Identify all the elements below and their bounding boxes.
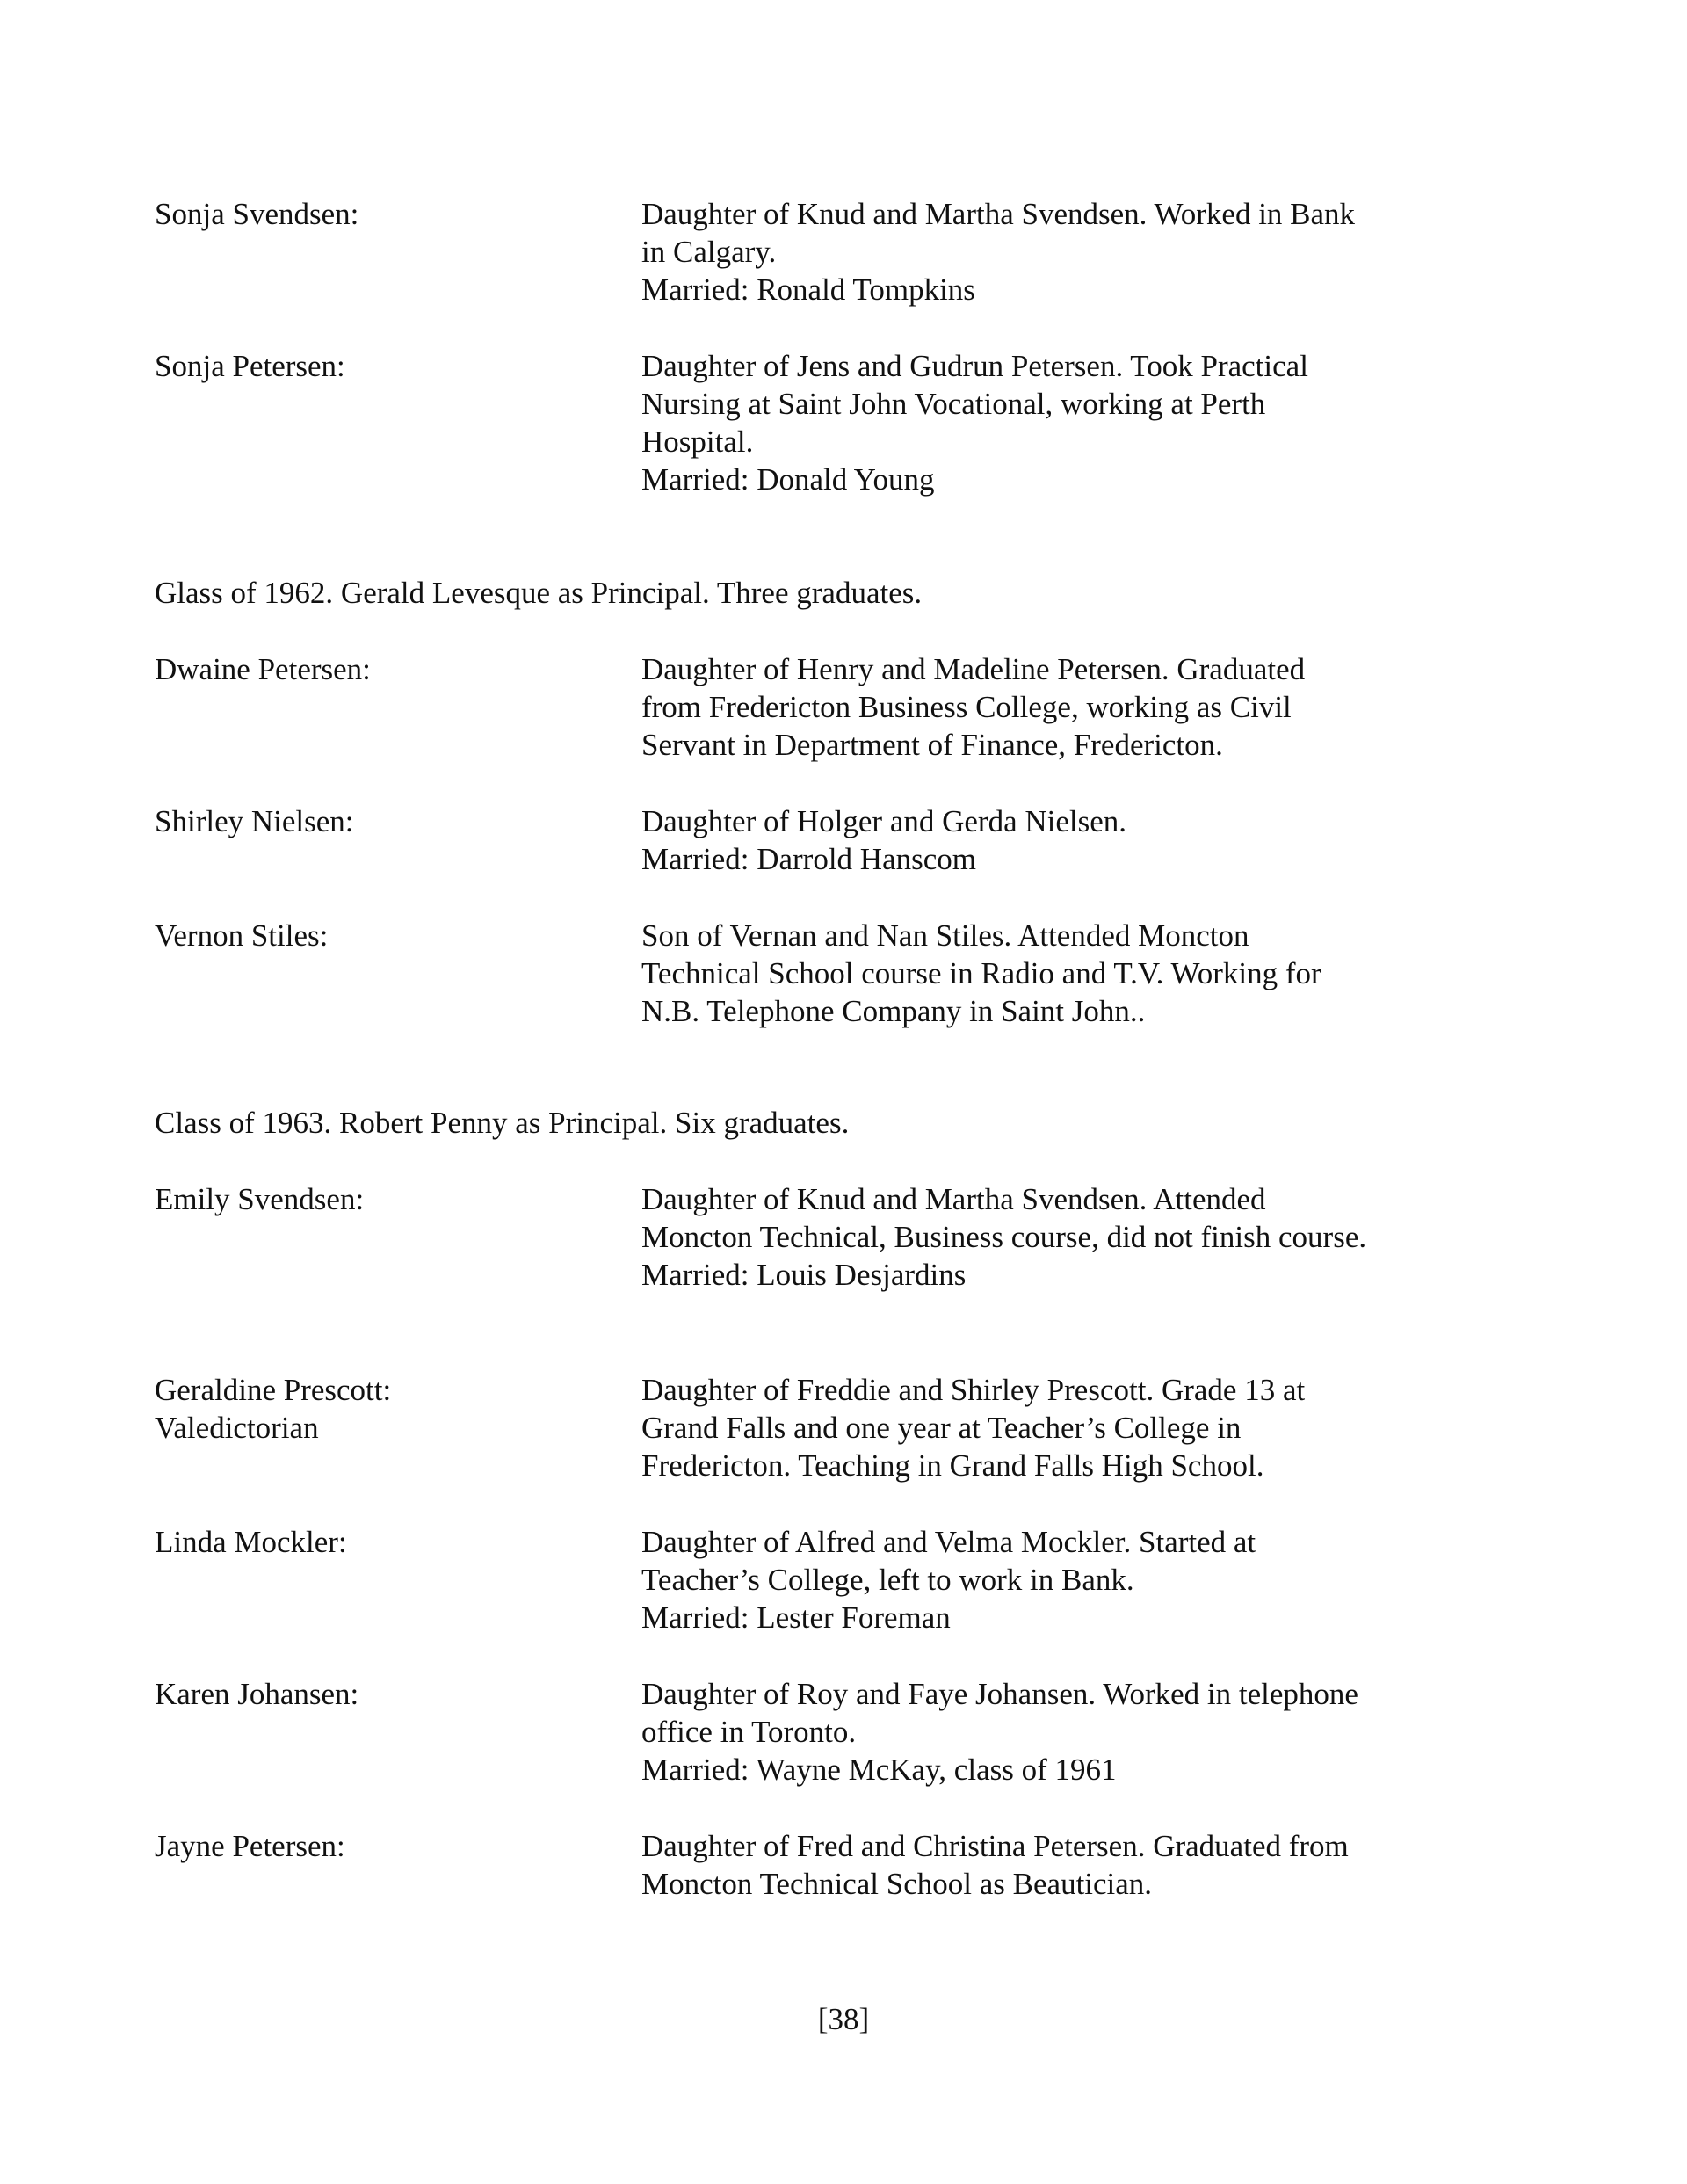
description-line: Daughter of Fred and Christina Petersen. Graduated from bbox=[641, 1829, 1349, 1863]
description-line: Married: Darrold Hanscom bbox=[641, 842, 976, 876]
description-line: Technical School course in Radio and T.V. Working for bbox=[641, 956, 1321, 990]
graduate-name bbox=[155, 1180, 612, 1218]
graduate-description bbox=[641, 1371, 1520, 1484]
page-number: [38] bbox=[817, 2002, 870, 2036]
graduate-name-line: Jayne Petersen: bbox=[155, 1829, 345, 1863]
description-line: from Fredericton Business College, working as Civil bbox=[641, 690, 1292, 724]
graduate-description bbox=[641, 1180, 1520, 1294]
description-line: Daughter of Roy and Faye Johansen. Worked in telephone bbox=[641, 1677, 1358, 1711]
description-line: Married: Lester Foreman bbox=[641, 1600, 951, 1635]
graduate-name bbox=[155, 1523, 612, 1561]
description-line: Moncton Technical School as Beautician. bbox=[641, 1867, 1153, 1901]
description-line: Daughter of Knud and Martha Svendsen. Attended bbox=[641, 1182, 1266, 1216]
graduate-description bbox=[641, 1523, 1520, 1636]
description-line: Son of Vernan and Nan Stiles. Attended Moncton bbox=[641, 918, 1249, 953]
graduate-description bbox=[641, 1827, 1520, 1903]
class-heading-1963: Class of 1963. Robert Penny as Principal. Six graduates. bbox=[155, 1106, 850, 1140]
graduate-name bbox=[155, 1675, 612, 1713]
description-line: Daughter of Holger and Gerda Nielsen. bbox=[641, 804, 1127, 838]
graduate-name-line: Vernon Stiles: bbox=[155, 918, 329, 953]
graduate-name-line: Dwaine Petersen: bbox=[155, 652, 371, 686]
description-line: Servant in Department of Finance, Fredericton. bbox=[641, 728, 1223, 762]
graduate-description bbox=[641, 347, 1520, 498]
graduate-honor: Valedictorian bbox=[155, 1411, 319, 1445]
description-line: Moncton Technical, Business course, did not finish course. bbox=[641, 1220, 1367, 1254]
description-line: Teacher’s College, left to work in Bank. bbox=[641, 1563, 1134, 1597]
graduate-name-line: Emily Svendsen: bbox=[155, 1182, 365, 1216]
description-line: Nursing at Saint John Vocational, working at Perth bbox=[641, 387, 1266, 421]
graduate-description bbox=[641, 650, 1520, 764]
graduate-description bbox=[641, 1675, 1520, 1789]
graduate-name bbox=[155, 347, 612, 385]
description-line: Married: Wayne McKay, class of 1961 bbox=[641, 1752, 1117, 1787]
graduate-name bbox=[155, 917, 612, 954]
graduate-name-line: Linda Mockler: bbox=[155, 1525, 347, 1559]
graduate-name-line: Sonja Petersen: bbox=[155, 349, 345, 383]
graduate-name-line: Sonja Svendsen: bbox=[155, 197, 359, 231]
graduate-name-line: Karen Johansen: bbox=[155, 1677, 359, 1711]
description-line: Fredericton. Teaching in Grand Falls High School. bbox=[641, 1448, 1264, 1483]
description-line: Daughter of Henry and Madeline Petersen. Graduated bbox=[641, 652, 1306, 686]
description-line: Daughter of Alfred and Velma Mockler. Started at bbox=[641, 1525, 1256, 1559]
description-line: office in Toronto. bbox=[641, 1715, 857, 1749]
description-line: Married: Louis Desjardins bbox=[641, 1258, 967, 1292]
description-line: in Calgary. bbox=[641, 235, 777, 269]
graduate-name bbox=[155, 802, 612, 840]
graduate-name bbox=[155, 195, 612, 233]
description-line: N.B. Telephone Company in Saint John.. bbox=[641, 994, 1146, 1028]
description-line: Daughter of Jens and Gudrun Petersen. Took Practical bbox=[641, 349, 1308, 383]
graduate-name-line: Shirley Nielsen: bbox=[155, 804, 354, 838]
graduate-description bbox=[641, 195, 1520, 308]
description-line: Grand Falls and one year at Teacher’s College in bbox=[641, 1411, 1242, 1445]
description-line: Hospital. bbox=[641, 424, 754, 459]
graduate-description bbox=[641, 917, 1520, 1030]
graduate-name-line: Geraldine Prescott: bbox=[155, 1373, 392, 1407]
graduate-name bbox=[155, 1827, 612, 1865]
description-line: Daughter of Freddie and Shirley Prescott. Grade 13 at bbox=[641, 1373, 1306, 1407]
description-line: Married: Donald Young bbox=[641, 462, 935, 497]
description-line: Daughter of Knud and Martha Svendsen. Worked in Bank bbox=[641, 197, 1356, 231]
graduate-description bbox=[641, 802, 1520, 878]
class-heading-1962: Glass of 1962. Gerald Levesque as Principal. Three graduates. bbox=[155, 576, 923, 610]
graduate-name bbox=[155, 1371, 612, 1447]
description-line: Married: Ronald Tompkins bbox=[641, 272, 975, 307]
graduate-name bbox=[155, 650, 612, 688]
